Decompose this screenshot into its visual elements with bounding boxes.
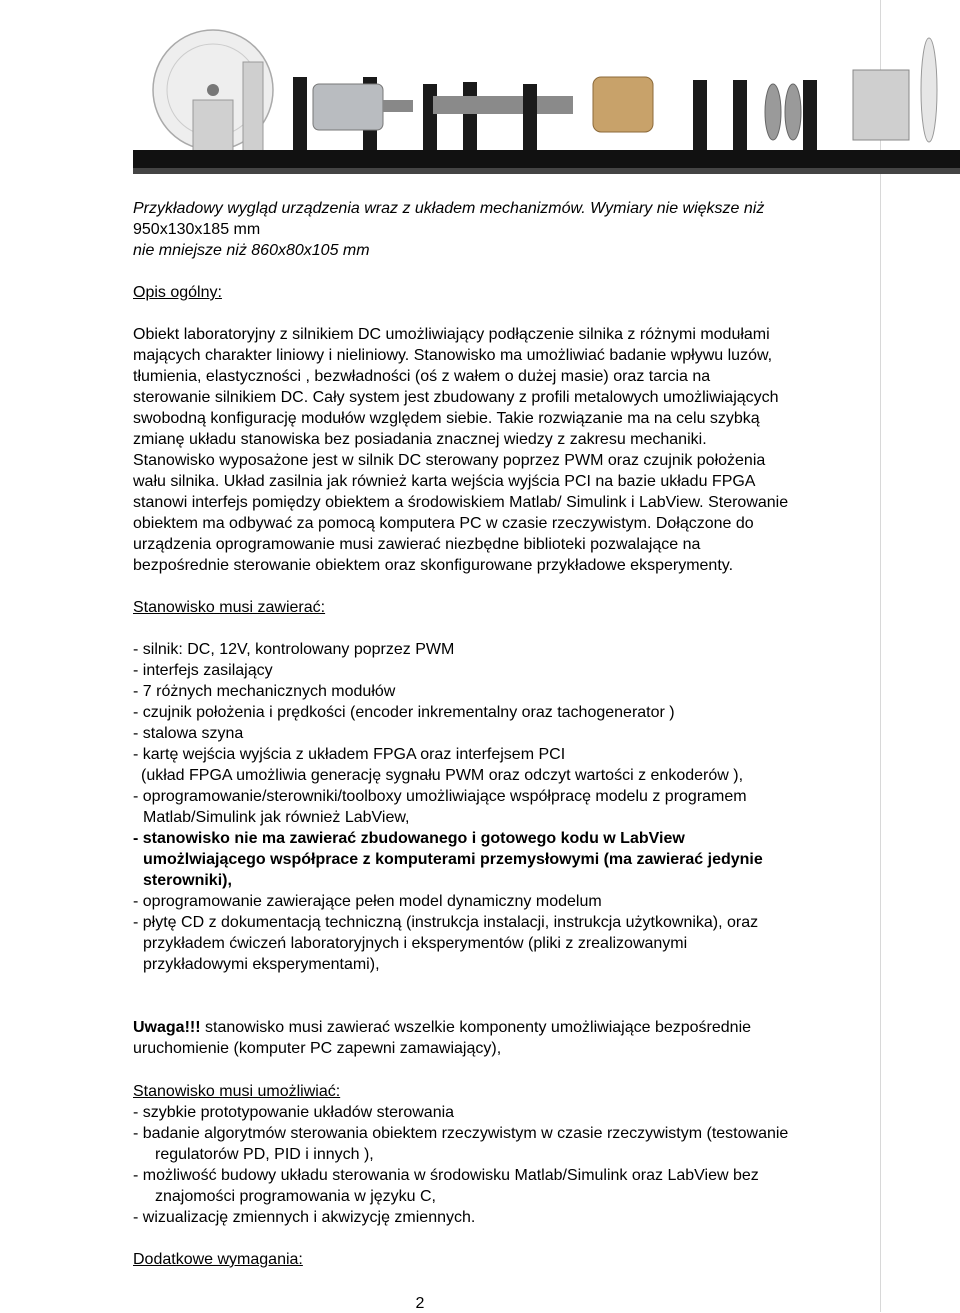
list-item: - stalowa szyna [133, 725, 244, 742]
opis-line: wału silnika. Układ zasilnia jak również karta wejścia wyjścia PCI na bazie układu FPGA [133, 473, 756, 490]
opis-line: tłumienia, elastyczności , bezwładności (oś z wałem o dużej masie) oraz tarcia na [133, 368, 711, 385]
list-item: sterowniki), [143, 872, 232, 889]
list-item: - 7 różnych mechanicznych modułów [133, 683, 396, 700]
umozliwiac-heading: Stanowisko musi umożliwiać: [133, 1083, 341, 1100]
list-item: (układ FPGA umożliwia generację sygnału PWM oraz odczyt wartości z enkoderów ), [141, 767, 744, 784]
uwaga-line-2: uruchomienie (komputer PC zapewni zamawiający), [133, 1040, 502, 1057]
opis-line: obiektem ma odbywać za pomocą komputera PC w czasie rzeczywistym. Dołączone do [133, 515, 754, 532]
list-item: przykładem ćwiczeń laboratoryjnych i eksperymentów (pliki z zrealizowanymi [143, 935, 688, 952]
list-item: - płytę CD z dokumentacją techniczną (instrukcja instalacji, instrukcja użytkownika), oraz [133, 914, 759, 931]
list-item: znajomości programowania w języku C, [155, 1188, 436, 1205]
page-number: 2 [415, 1295, 425, 1312]
list-item: umożlwiającego współprace z komputerami przemysłowymi (ma zawierać jedynie [143, 851, 763, 868]
list-item: - badanie algorytmów sterowania obiektem rzeczywistym w czasie rzeczywistym (testowanie [133, 1125, 789, 1142]
opis-line: swobodną konfigurację modułów względem siebie. Takie rozwiązanie ma na celu szybką [133, 410, 760, 427]
opis-heading: Opis ogólny: [133, 284, 222, 301]
opis-line: urządzenia oprogramowanie musi zawierać niezbędne biblioteki pozwalające na [133, 536, 701, 553]
device-photo [133, 22, 960, 188]
list-item: - szybkie prototypowanie układów sterowania [133, 1104, 455, 1121]
figure-caption-line-3: nie mniejsze niż 860x80x105 mm [133, 242, 370, 259]
uwaga-line-1 [133, 1017, 888, 1038]
opis-line: stanowi interfejs pomiędzy obiektem a środowiskiem Matlab/ Simulink i LabView. Sterowanie [133, 494, 789, 511]
umozliwiac-list [133, 1102, 888, 1228]
zawierac-list [133, 639, 888, 975]
list-item: - stanowisko nie ma zawierać zbudowanego i gotowego kodu w LabView [133, 830, 685, 847]
list-item: - interfejs zasilający [133, 662, 273, 679]
zawierac-heading: Stanowisko musi zawierać: [133, 599, 326, 616]
opis-line: mających charakter liniowy i nieliniowy. Stanowisko ma umożliwiać badanie wpływu luzów, [133, 347, 773, 364]
dodatkowe-heading: Dodatkowe wymagania: [133, 1251, 303, 1268]
list-item: - oprogramowanie zawierające pełen model dynamiczny modelum [133, 893, 602, 910]
list-item: Matlab/Simulink jak również LabView, [143, 809, 410, 826]
opis-paragraph [133, 324, 888, 576]
list-item: - wizualizację zmiennych i akwizycję zmiennych. [133, 1209, 476, 1226]
figure-caption-line-1: Przykładowy wygląd urządzenia wraz z układem mechanizmów. Wymiary nie większe niż [133, 200, 765, 217]
list-item: - oprogramowanie/sterowniki/toolboxy umożliwiające współpracę modelu z programem [133, 788, 747, 805]
list-item: - kartę wejścia wyjścia z układem FPGA oraz interfejsem PCI [133, 746, 566, 763]
uwaga-paragraph [133, 1017, 888, 1059]
uwaga-text: stanowisko musi zawierać wszelkie komponenty umożliwiające bezpośrednie [200, 1019, 752, 1036]
list-item: - silnik: DC, 12V, kontrolowany poprzez PWM [133, 641, 455, 658]
list-item: przykładowymi eksperymentami), [143, 956, 380, 973]
opis-line: zmianę układu stanowiska bez posiadania znacznej wiedzy z zakresu mechaniki. [133, 431, 707, 448]
opis-line: sterowanie silnikiem DC. Cały system jest zbudowany z profili metalowych umożliwiających [133, 389, 779, 406]
list-item: regulatorów PD, PID i innych ), [155, 1146, 374, 1163]
list-item: - możliwość budowy układu sterowania w środowisku Matlab/Simulink oraz LabView bez [133, 1167, 759, 1184]
list-item: - czujnik położenia i prędkości (encoder inkrementalny oraz tachogenerator ) [133, 704, 675, 721]
opis-line: bezpośrednie sterowanie obiektem oraz skonfigurowane przykładowe eksperymenty. [133, 557, 734, 574]
uwaga-label: Uwaga!!! [133, 1019, 201, 1036]
opis-line: Obiekt laboratoryjny z silnikiem DC umożliwiający podłączenie silnika z różnymi modułami [133, 326, 770, 343]
document-body [133, 198, 888, 1270]
figure-caption-line-2: 950x130x185 mm [133, 221, 261, 238]
opis-line: Stanowisko wyposażone jest w silnik DC sterowany poprzez PWM oraz czujnik położenia [133, 452, 766, 469]
